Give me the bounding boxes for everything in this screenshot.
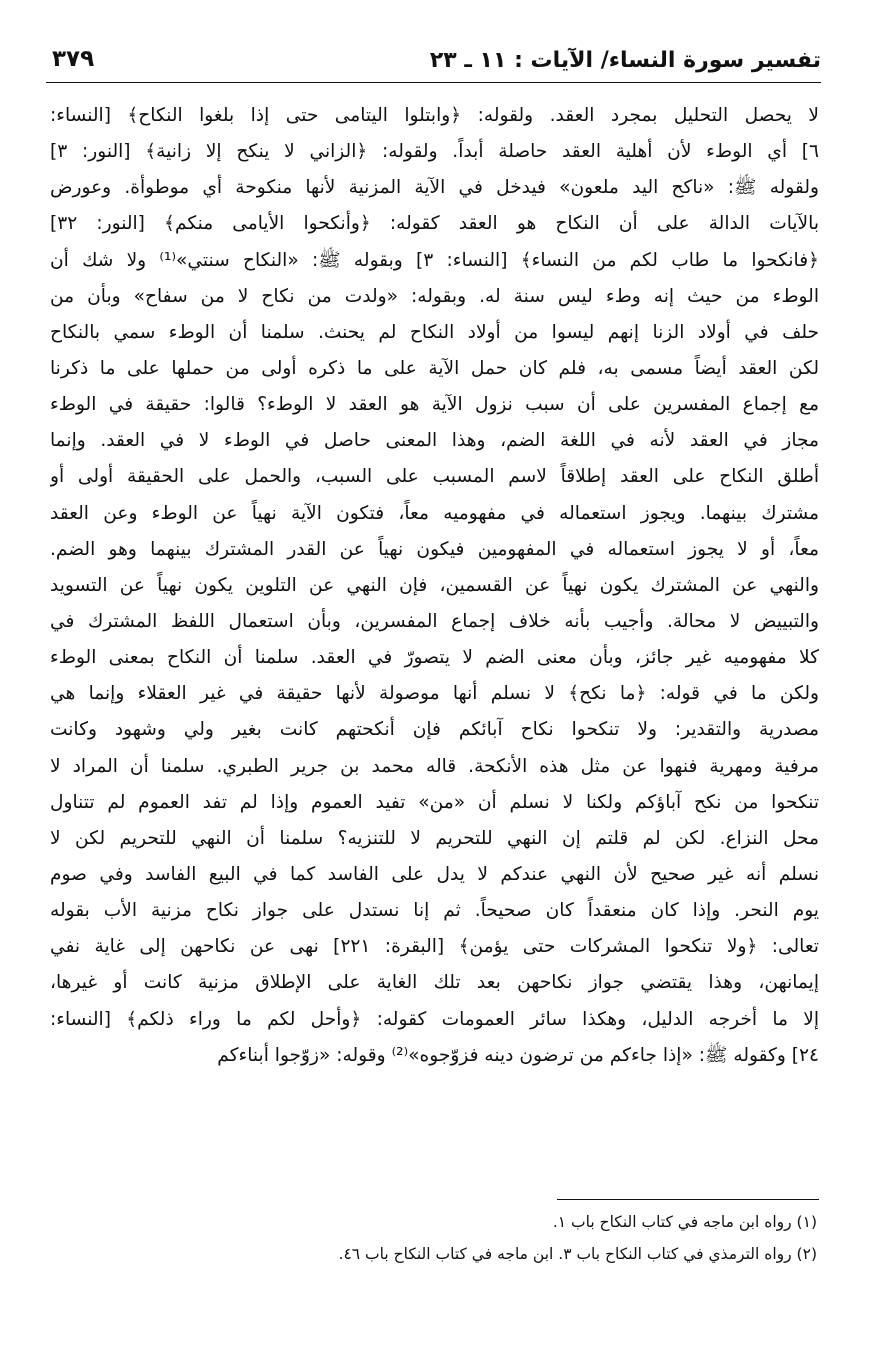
page-number: ٣٧٩ — [52, 46, 95, 72]
text-line: ولكن ما في قوله: ﴿ما نكح﴾ لا نسلم أنها موصولة لأنها حقيقة في غير العقلاء وإنما هي — [50, 683, 819, 705]
text-line: أطلق النكاح على العقد إطلاقاً لاسم المسبب على السبب، والحمل على الحقيقة أولى أو — [50, 466, 819, 488]
footnote-2: (٢) رواه الترمذي في كتاب النكاح باب ٣. ابن ماجه في كتاب النكاح باب ٤٦. — [338, 1245, 817, 1263]
text-line: مرفية ومهرية فنهوا عن مثل هذه الأنكحة. قاله محمد بن جرير الطبري. سلمنا أن المراد لا — [50, 755, 819, 777]
text-line: إلا ما أخرجه الدليل، وهكذا سائر العمومات كقوله: ﴿وأحل لكم ما وراء ذلكم﴾ [النساء: — [50, 1008, 819, 1030]
text-line: تعالى: ﴿ولا تنكحوا المشركات حتى يؤمن﴾ [البقرة: ٢٢١] نهى عن نكاحهن إلى غاية نفي — [50, 936, 819, 958]
text-line: الوطء من حيث إنه وطء ليس سنة له. وبقوله: «ولدت من نكاح لا من سفاح» وبأن من — [50, 285, 819, 307]
text-line: حلف في أولاد الزنا إنهم ليسوا من أولاد النكاح لم يحنث. سلمنا أن الوطء سمي بالنكاح — [50, 321, 819, 343]
text-line: لا يحصل التحليل بمجرد العقد. ولقوله: ﴿وابتلوا اليتامى حتى إذا بلغوا النكاح﴾ [النساء: — [50, 105, 819, 126]
text-line: ٦] أي الوطء لأن أهلية العقد حاصلة أبداً. ولقوله: ﴿الزاني لا ينكح إلا زانية﴾ [النور: ٣] — [50, 141, 819, 163]
text-line: يوم النحر. وإذا كان منعقداً كان صحيحاً. ثم إنا نستدل على جواز نكاح مزنية الأب بقوله — [50, 900, 819, 922]
text-line: كلا مفهوميه غير جائز، وبأن معنى الضم لا يتصورّ في العقد. سلمنا أن النكاح بمعنى الوطء — [50, 647, 819, 669]
text-line: مع إجماع المفسرين على أن سبب نزول الآية هو العقد لا الوطء؟ قالوا: حقيقة في الوطء — [50, 394, 819, 416]
text-line: والتبييض لا محالة. وأجيب بأنه خلاف إجماع المفسرين، وبأن استعمال اللفظ المشترك في — [50, 610, 819, 632]
text-line: مصدرية والتقدير: ولا تنكحوا نكاح آبائكم فإن أنكحتهم كانت بغير ولي وشهود وكانت — [50, 719, 819, 741]
text-line: محل النزاع. لكن لم قلتم إن النهي للتحريم لا للتنزيه؟ سلمنا أن النهي للتحريم لكن لا — [50, 827, 819, 849]
text-line: تنكحوا من نكح آباؤكم ولكنا لا نسلم أن «من» تفيد العموم وإذا لم تفد العموم لم تتناول — [50, 791, 819, 813]
text-line: إيمانهن، وهذا يقتضي جواز نكاحهن بعد تلك الغاية على الإطلاق مزنية كانت أو غيرها، — [50, 972, 819, 994]
footnote-divider — [557, 1199, 819, 1200]
text-line: ولقوله ﷺ: «ناكح اليد ملعون» فيدخل في الآية المزنية لأنها منكوحة أي موطوأة. وعورض — [50, 177, 819, 199]
body-text — [50, 98, 819, 1074]
text-line: والنهي عن المشترك يكون نهياً عن القسمين، فإن النهي عن التلوين يكون نهياً عن التسويد — [50, 574, 819, 596]
footnotes — [50, 1206, 817, 1270]
text-line: بالآيات الدالة على أن النكاح هو العقد كقوله: ﴿وأنكحوا الأيامى منكم﴾ [النور: ٣٢] — [50, 213, 819, 235]
text-line: معاً، أو لا يجوز استعماله في المفهومين فيكون نهياً عن القدر المشترك بينهما وهو الضم. — [50, 538, 819, 560]
running-header — [46, 42, 821, 83]
text-line: ﴿فانكحوا ما طاب لكم من النساء﴾ [النساء: ٣] وبقوله ﷺ: «النكاح سنتي»⁽¹⁾ ولا شك أن — [50, 249, 819, 271]
text-line: لكن العقد أيضاً مسمى به، فلم كان حمل الآية على ما ذكره أولى من حملها على ما ذكرنا — [50, 357, 819, 379]
text-line: ٢٤] وكقوله ﷺ: «إذا جاءكم من ترضون دينه فزوّجوه»⁽²⁾ وقوله: «زوّجوا أبناءكم — [217, 1044, 819, 1066]
text-line: نسلم أنه غير صحيح لأن النهي عندكم لا يدل على الفاسد كما في البيع الفاسد وفي صوم — [50, 863, 819, 885]
running-title: تفسير سورة النساء/ الآيات : ١١ ـ ٢٣ — [429, 48, 821, 73]
footnote-1: (١) رواه ابن ماجه في كتاب النكاح باب ١. — [552, 1213, 817, 1231]
text-line: مجاز في العقد لأنه في اللغة الضم، وهذا المعنى حاصل في الوطء لا في العقد. وإنما — [50, 430, 819, 452]
text-line: مشترك بينهما. ويجوز استعماله في مفهوميه معاً، فتكون الآية نهياً عن الوطء وعن العقد — [50, 502, 819, 524]
